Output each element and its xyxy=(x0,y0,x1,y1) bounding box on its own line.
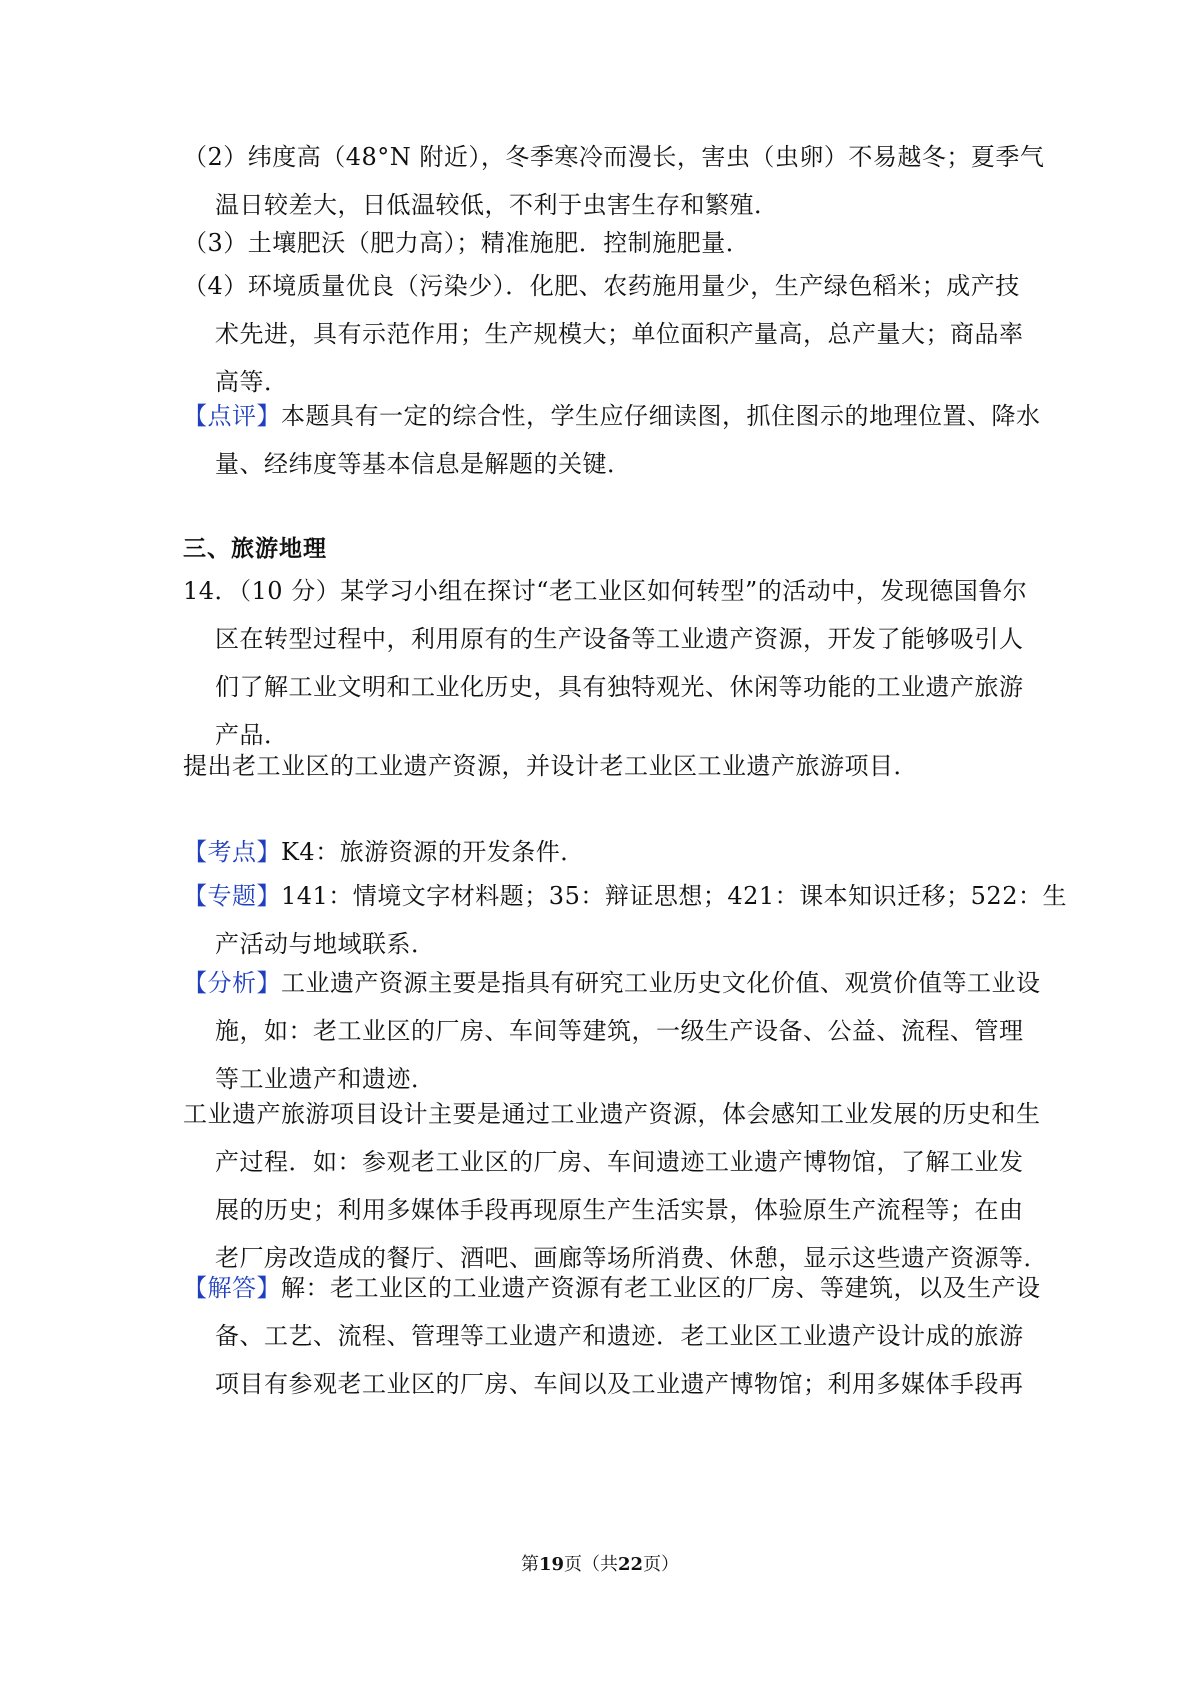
text-line: 们了解工业文明和工业化历史，具有独特观光、休闲等功能的工业遗产旅游 xyxy=(215,673,1024,701)
fenxi-text: 工业遗产资源主要是指具有研究工业历史文化价值、观赏价值等工业设 xyxy=(281,969,1041,997)
text-line: 项目有参观老工业区的厂房、车间以及工业遗产博物馆；利用多媒体手段再 xyxy=(215,1370,1024,1398)
text-line: 14．（10 分）某学习小组在探讨“老工业区如何转型”的活动中，发现德国鲁尔 xyxy=(183,577,1028,605)
zhuanti-tag: 【专题】 xyxy=(183,882,281,910)
text-line xyxy=(183,392,1041,440)
fenxi-block xyxy=(183,959,1041,1103)
footer-page-number: 19 xyxy=(538,1554,564,1575)
text-line: 产过程．如：参观老工业区的厂房、车间遗迹工业遗产博物馆，了解工业发 xyxy=(215,1148,1024,1176)
kaodian-block xyxy=(183,828,1028,876)
jieda-block xyxy=(183,1264,1041,1408)
text-line: 量、经纬度等基本信息是解题的关键． xyxy=(215,450,632,478)
kaodian-text: K4：旅游资源的开发条件． xyxy=(281,838,585,866)
text-line: （3）土壤肥沃（肥力高）；精准施肥．控制施肥量． xyxy=(183,229,751,257)
text-line xyxy=(183,872,1067,920)
jieda-tag: 【解答】 xyxy=(183,1274,281,1302)
text-line: 等工业遗产和遗迹． xyxy=(215,1065,436,1093)
kaodian-tag: 【考点】 xyxy=(183,838,281,866)
zhuanti-block xyxy=(183,872,1067,968)
text-line: 术先进，具有示范作用；生产规模大；单位面积产量高，总产量大；商品率 xyxy=(215,320,1024,348)
text-line: 高等． xyxy=(215,368,289,396)
text-line: 工业遗产旅游项目设计主要是通过工业遗产资源，体会感知工业发展的历史和生 xyxy=(183,1100,1041,1128)
section-heading: 三、旅游地理 xyxy=(183,536,327,562)
text-line: 温日较差大，日低温较低，不利于虫害生存和繁殖． xyxy=(215,191,779,219)
fenxi-continuation xyxy=(183,1090,1048,1282)
text-line: 区在转型过程中，利用原有的生产设备等工业遗产资源，开发了能够吸引人 xyxy=(215,625,1024,653)
footer-total-pages: 22 xyxy=(618,1554,644,1575)
comment-block xyxy=(183,392,1041,488)
answer-item-4 xyxy=(183,262,1028,406)
text-line xyxy=(183,828,1028,876)
footer-middle: 页（共 xyxy=(564,1554,618,1575)
footer-suffix: 页） xyxy=(643,1554,680,1575)
jieda-text: 解：老工业区的工业遗产资源有老工业区的厂房、等建筑，以及生产设 xyxy=(281,1274,1041,1302)
zhuanti-text: 141：情境文字材料题；35：辩证思想；421：课本知识迁移；522：生 xyxy=(281,882,1067,910)
text-line: （2）纬度高（48°N 附近），冬季寒冷而漫长，害虫（虫卵）不易越冬；夏季气 xyxy=(183,143,1045,171)
text-line: 老厂房改造成的餐厅、酒吧、画廊等场所消费、休憩，显示这些遗产资源等． xyxy=(215,1244,1048,1272)
text-line: 产品． xyxy=(215,721,289,749)
comment-text: 本题具有一定的综合性，学生应仔细读图，抓住图示的地理位置、降水 xyxy=(281,402,1041,430)
text-line: 备、工艺、流程、管理等工业遗产和遗迹．老工业区工业遗产设计成的旅游 xyxy=(215,1322,1024,1350)
comment-tag: 【点评】 xyxy=(183,402,281,430)
question-14-task xyxy=(183,742,1028,790)
footer-prefix: 第 xyxy=(520,1554,539,1575)
text-line: 提出老工业区的工业遗产资源，并设计老工业区工业遗产旅游项目． xyxy=(183,752,918,780)
text-line: 展的历史；利用多媒体手段再现原生产生活实景，体验原生产流程等；在由 xyxy=(215,1196,1024,1224)
text-line xyxy=(183,1264,1041,1312)
answer-item-3 xyxy=(183,219,1028,267)
text-line: （4）环境质量优良（污染少）．化肥、农药施用量少，生产绿色稻米；成产技 xyxy=(183,272,1020,300)
fenxi-tag: 【分析】 xyxy=(183,969,281,997)
question-14 xyxy=(183,567,1028,759)
text-line xyxy=(183,959,1041,1007)
text-line: 产活动与地域联系． xyxy=(215,930,436,958)
text-line: 施，如：老工业区的厂房、车间等建筑，一级生产设备、公益、流程、管理 xyxy=(215,1017,1024,1045)
page-footer xyxy=(0,1551,1200,1579)
answer-item-2 xyxy=(183,133,1045,229)
